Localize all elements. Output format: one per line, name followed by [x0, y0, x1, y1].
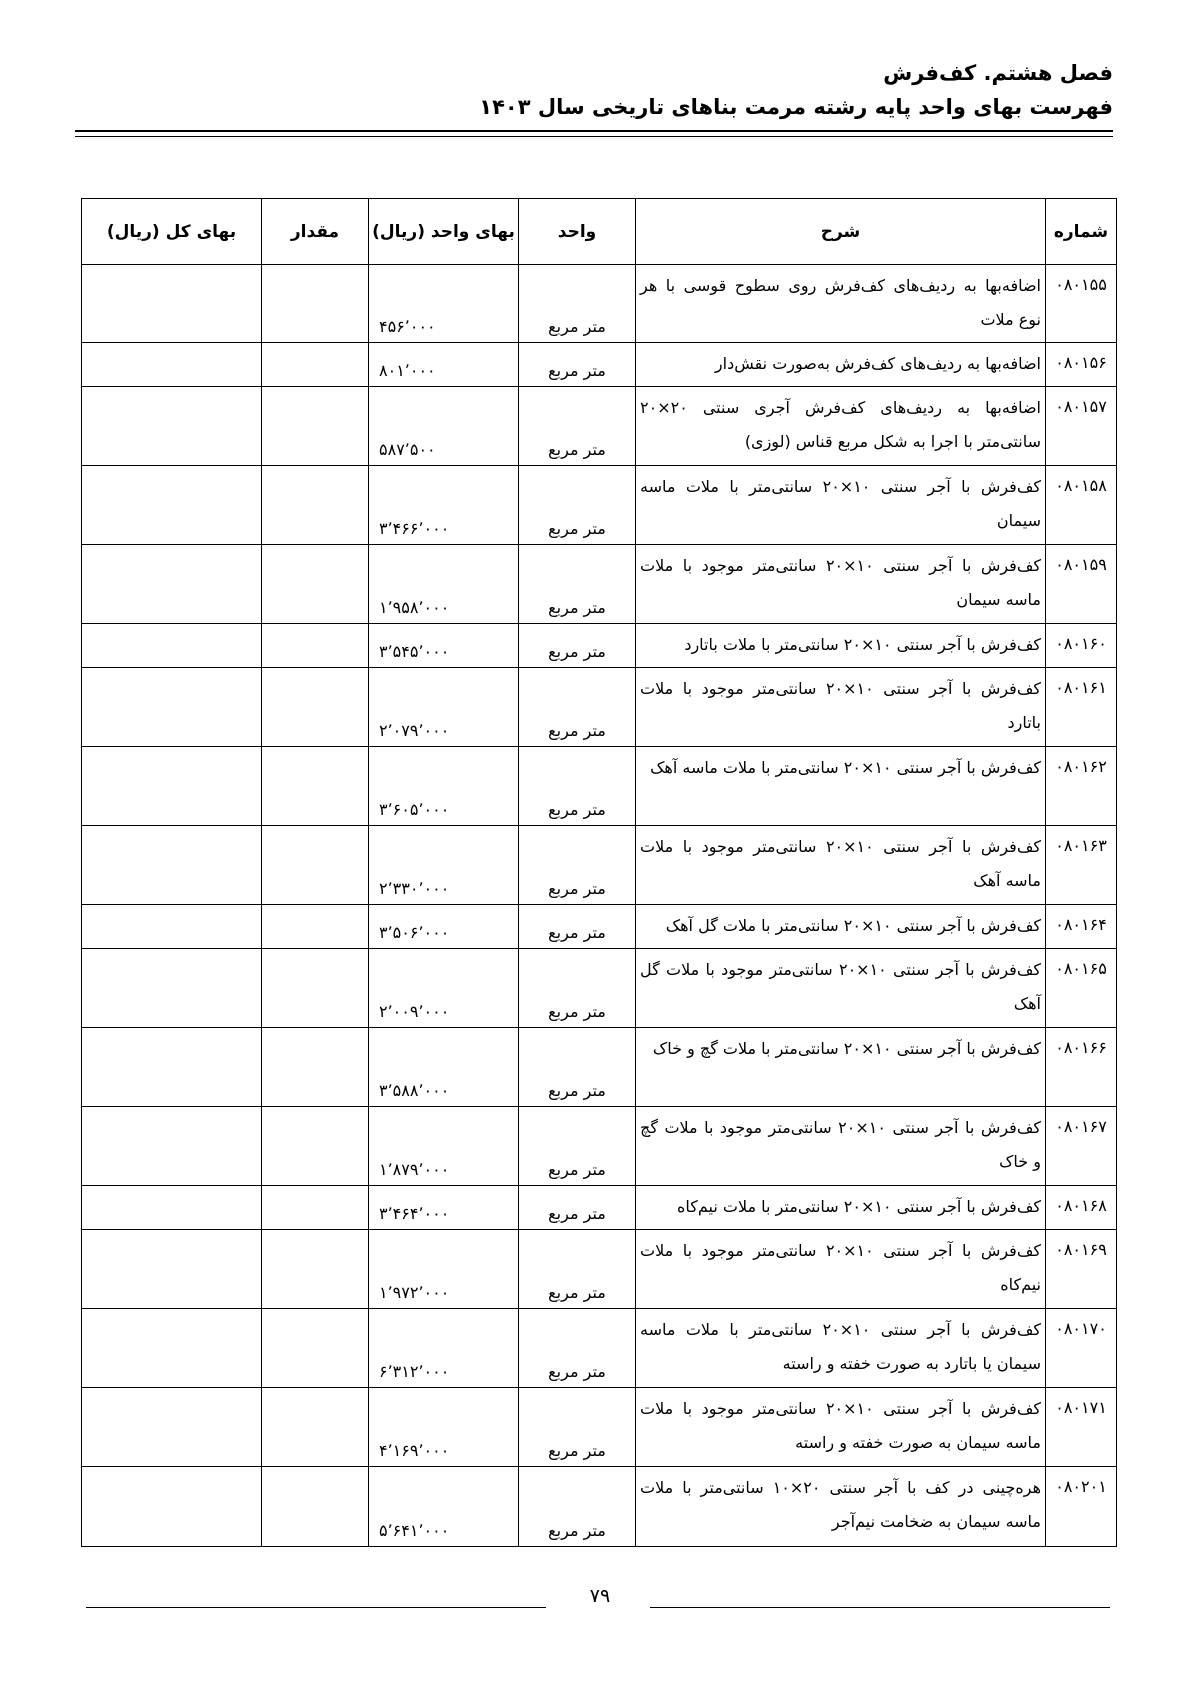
row-unit: متر مربع — [519, 343, 636, 387]
row-unit-price: ۱٬۸۷۹٬۰۰۰ — [369, 1107, 519, 1186]
row-total — [82, 949, 262, 1028]
row-description: کف‌فرش با آجر سنتی ۱۰×۲۰ سانتی‌متر با ملات باتارد — [636, 624, 1046, 668]
table-row — [82, 747, 1117, 826]
row-code: ۰۸۰۱۶۷ — [1046, 1107, 1117, 1186]
row-unit: متر مربع — [519, 545, 636, 624]
row-code: ۰۸۰۱۷۱ — [1046, 1388, 1117, 1467]
row-quantity — [262, 949, 369, 1028]
row-unit-price: ۳٬۶۰۵٬۰۰۰ — [369, 747, 519, 826]
row-quantity — [262, 826, 369, 905]
row-unit: متر مربع — [519, 466, 636, 545]
row-quantity — [262, 1309, 369, 1388]
row-quantity — [262, 1186, 369, 1230]
row-quantity — [262, 387, 369, 466]
row-unit: متر مربع — [519, 1230, 636, 1309]
row-total — [82, 1467, 262, 1547]
row-description: اضافه‌بها به ردیف‌های کف‌فرش به‌صورت نقش‌دار — [636, 343, 1046, 387]
row-total — [82, 747, 262, 826]
row-unit: متر مربع — [519, 826, 636, 905]
row-unit: متر مربع — [519, 1467, 636, 1547]
row-total — [82, 1107, 262, 1186]
row-total — [82, 1028, 262, 1107]
row-total — [82, 387, 262, 466]
row-total — [82, 668, 262, 747]
row-code: ۰۸۰۱۵۸ — [1046, 466, 1117, 545]
row-unit-price: ۳٬۵۴۵٬۰۰۰ — [369, 624, 519, 668]
row-quantity — [262, 1388, 369, 1467]
row-unit-price: ۲٬۳۳۰٬۰۰۰ — [369, 826, 519, 905]
row-unit: متر مربع — [519, 1107, 636, 1186]
row-unit-price: ۱٬۹۷۲٬۰۰۰ — [369, 1230, 519, 1309]
row-code: ۰۸۰۱۶۵ — [1046, 949, 1117, 1028]
row-unit-price: ۲٬۰۷۹٬۰۰۰ — [369, 668, 519, 747]
row-description: کف‌فرش با آجر سنتی ۱۰×۲۰ سانتی‌متر با ملات گچ و خاک — [636, 1028, 1046, 1107]
row-unit: متر مربع — [519, 1028, 636, 1107]
row-unit: متر مربع — [519, 905, 636, 949]
row-quantity — [262, 747, 369, 826]
column-header-quantity: مقدار — [262, 199, 369, 265]
column-header-total-price: بهای کل (ریال) — [82, 199, 262, 265]
row-code: ۰۸۰۱۶۴ — [1046, 905, 1117, 949]
row-total — [82, 265, 262, 343]
row-unit-price: ۵۸۷٬۵۰۰ — [369, 387, 519, 466]
table-row — [82, 1467, 1117, 1547]
table-row — [82, 826, 1117, 905]
row-description: کف‌فرش با آجر سنتی ۱۰×۲۰ سانتی‌متر موجود با ملات ماسه سیمان — [636, 545, 1046, 624]
row-description: کف‌فرش با آجر سنتی ۱۰×۲۰ سانتی‌متر با ملات نیم‌کاه — [636, 1186, 1046, 1230]
header-rule-thick — [75, 130, 1113, 132]
row-description: کف‌فرش با آجر سنتی ۱۰×۲۰ سانتی‌متر موجود با ملات نیم‌کاه — [636, 1230, 1046, 1309]
page-header — [479, 58, 1113, 122]
table-row — [82, 265, 1117, 343]
row-unit-price: ۸۰۱٬۰۰۰ — [369, 343, 519, 387]
row-total — [82, 826, 262, 905]
row-total — [82, 545, 262, 624]
column-header-unit-price: بهای واحد (ریال) — [369, 199, 519, 265]
row-total — [82, 1309, 262, 1388]
row-code: ۰۸۰۱۶۱ — [1046, 668, 1117, 747]
table-row — [82, 624, 1117, 668]
row-quantity — [262, 905, 369, 949]
row-total — [82, 343, 262, 387]
row-unit-price: ۵٬۶۴۱٬۰۰۰ — [369, 1467, 519, 1547]
row-quantity — [262, 545, 369, 624]
row-unit-price: ۳٬۵۰۶٬۰۰۰ — [369, 905, 519, 949]
row-description: کف‌فرش با آجر سنتی ۱۰×۲۰ سانتی‌متر با ملات ماسه آهک — [636, 747, 1046, 826]
row-description: اضافه‌بها به ردیف‌های کف‌فرش روی سطوح قوسی با هر نوع ملات — [636, 265, 1046, 343]
table-row — [82, 387, 1117, 466]
row-description: کف‌فرش با آجر سنتی ۱۰×۲۰ سانتی‌متر با ملات ماسه سیمان — [636, 466, 1046, 545]
row-quantity — [262, 624, 369, 668]
row-description: هره‌چینی در کف با آجر سنتی ۲۰×۱۰ سانتی‌متر با ملات ماسه سیمان به ضخامت نیم‌آجر — [636, 1467, 1046, 1547]
table-row — [82, 905, 1117, 949]
row-unit: متر مربع — [519, 1309, 636, 1388]
row-description: کف‌فرش با آجر سنتی ۱۰×۲۰ سانتی‌متر با ملات گل آهک — [636, 905, 1046, 949]
page-number: ۷۹ — [589, 1585, 611, 1607]
row-total — [82, 905, 262, 949]
table-row — [82, 1186, 1117, 1230]
table-row — [82, 1388, 1117, 1467]
row-unit: متر مربع — [519, 1186, 636, 1230]
column-header-code: شماره — [1046, 199, 1117, 265]
row-unit: متر مربع — [519, 624, 636, 668]
row-total — [82, 624, 262, 668]
row-unit: متر مربع — [519, 387, 636, 466]
row-code: ۰۸۰۱۶۲ — [1046, 747, 1117, 826]
row-code: ۰۸۰۱۵۶ — [1046, 343, 1117, 387]
row-code: ۰۸۰۱۵۹ — [1046, 545, 1117, 624]
row-quantity — [262, 1230, 369, 1309]
row-description: کف‌فرش با آجر سنتی ۱۰×۲۰ سانتی‌متر موجود با ملات ماسه آهک — [636, 826, 1046, 905]
row-code: ۰۸۰۱۶۰ — [1046, 624, 1117, 668]
row-unit: متر مربع — [519, 265, 636, 343]
row-code: ۰۸۰۱۷۰ — [1046, 1309, 1117, 1388]
row-quantity — [262, 265, 369, 343]
row-unit: متر مربع — [519, 949, 636, 1028]
row-quantity — [262, 1107, 369, 1186]
row-unit-price: ۴۵۶٬۰۰۰ — [369, 265, 519, 343]
row-description: کف‌فرش با آجر سنتی ۱۰×۲۰ سانتی‌متر با ملات ماسه سیمان یا باتارد به صورت خفته و راسته — [636, 1309, 1046, 1388]
row-unit-price: ۳٬۴۶۶٬۰۰۰ — [369, 466, 519, 545]
row-code: ۰۸۰۱۶۳ — [1046, 826, 1117, 905]
row-total — [82, 1230, 262, 1309]
row-description: کف‌فرش با آجر سنتی ۱۰×۲۰ سانتی‌متر موجود با ملات گل آهک — [636, 949, 1046, 1028]
table-row — [82, 545, 1117, 624]
chapter-title: فصل هشتم. کف‌فرش — [883, 61, 1113, 85]
row-quantity — [262, 668, 369, 747]
footer-rule-left — [86, 1607, 546, 1608]
footer-rule-right — [650, 1607, 1110, 1608]
row-quantity — [262, 466, 369, 545]
row-unit: متر مربع — [519, 668, 636, 747]
row-unit-price: ۴٬۱۶۹٬۰۰۰ — [369, 1388, 519, 1467]
row-description: کف‌فرش با آجر سنتی ۱۰×۲۰ سانتی‌متر موجود با ملات ماسه سیمان به صورت خفته و راسته — [636, 1388, 1046, 1467]
table-row — [82, 1230, 1117, 1309]
row-quantity — [262, 343, 369, 387]
price-list-table — [81, 198, 1117, 1547]
row-description: کف‌فرش با آجر سنتی ۱۰×۲۰ سانتی‌متر موجود با ملات باتارد — [636, 668, 1046, 747]
table-header-row — [82, 199, 1117, 265]
row-description: کف‌فرش با آجر سنتی ۱۰×۲۰ سانتی‌متر موجود با ملات گچ و خاک — [636, 1107, 1046, 1186]
row-code: ۰۸۰۲۰۱ — [1046, 1467, 1117, 1547]
row-unit-price: ۳٬۴۶۴٬۰۰۰ — [369, 1186, 519, 1230]
table-row — [82, 668, 1117, 747]
row-unit-price: ۱٬۹۵۸٬۰۰۰ — [369, 545, 519, 624]
row-code: ۰۸۰۱۶۶ — [1046, 1028, 1117, 1107]
row-total — [82, 466, 262, 545]
row-quantity — [262, 1028, 369, 1107]
row-code: ۰۸۰۱۵۷ — [1046, 387, 1117, 466]
row-code: ۰۸۰۱۶۹ — [1046, 1230, 1117, 1309]
table-row — [82, 343, 1117, 387]
table-row — [82, 1028, 1117, 1107]
table-row — [82, 949, 1117, 1028]
row-total — [82, 1186, 262, 1230]
row-quantity — [262, 1467, 369, 1547]
row-unit-price: ۳٬۵۸۸٬۰۰۰ — [369, 1028, 519, 1107]
column-header-unit: واحد — [519, 199, 636, 265]
row-code: ۰۸۰۱۵۵ — [1046, 265, 1117, 343]
row-unit-price: ۲٬۰۰۹٬۰۰۰ — [369, 949, 519, 1028]
row-code: ۰۸۰۱۶۸ — [1046, 1186, 1117, 1230]
table-row — [82, 466, 1117, 545]
header-rule-thin — [75, 136, 1113, 137]
row-total — [82, 1388, 262, 1467]
document-subtitle: فهرست بهای واحد پایه رشته مرمت بناهای تاریخی سال ۱۴۰۳ — [479, 95, 1113, 119]
row-unit: متر مربع — [519, 1388, 636, 1467]
column-header-description: شرح — [636, 199, 1046, 265]
row-unit-price: ۶٬۳۱۲٬۰۰۰ — [369, 1309, 519, 1388]
table-row — [82, 1309, 1117, 1388]
row-description: اضافه‌بها به ردیف‌های کف‌فرش آجری سنتی ۲۰×۲۰ سانتی‌متر با اجرا به شکل مربع قناس (لوزی) — [636, 387, 1046, 466]
table-row — [82, 1107, 1117, 1186]
row-unit: متر مربع — [519, 747, 636, 826]
